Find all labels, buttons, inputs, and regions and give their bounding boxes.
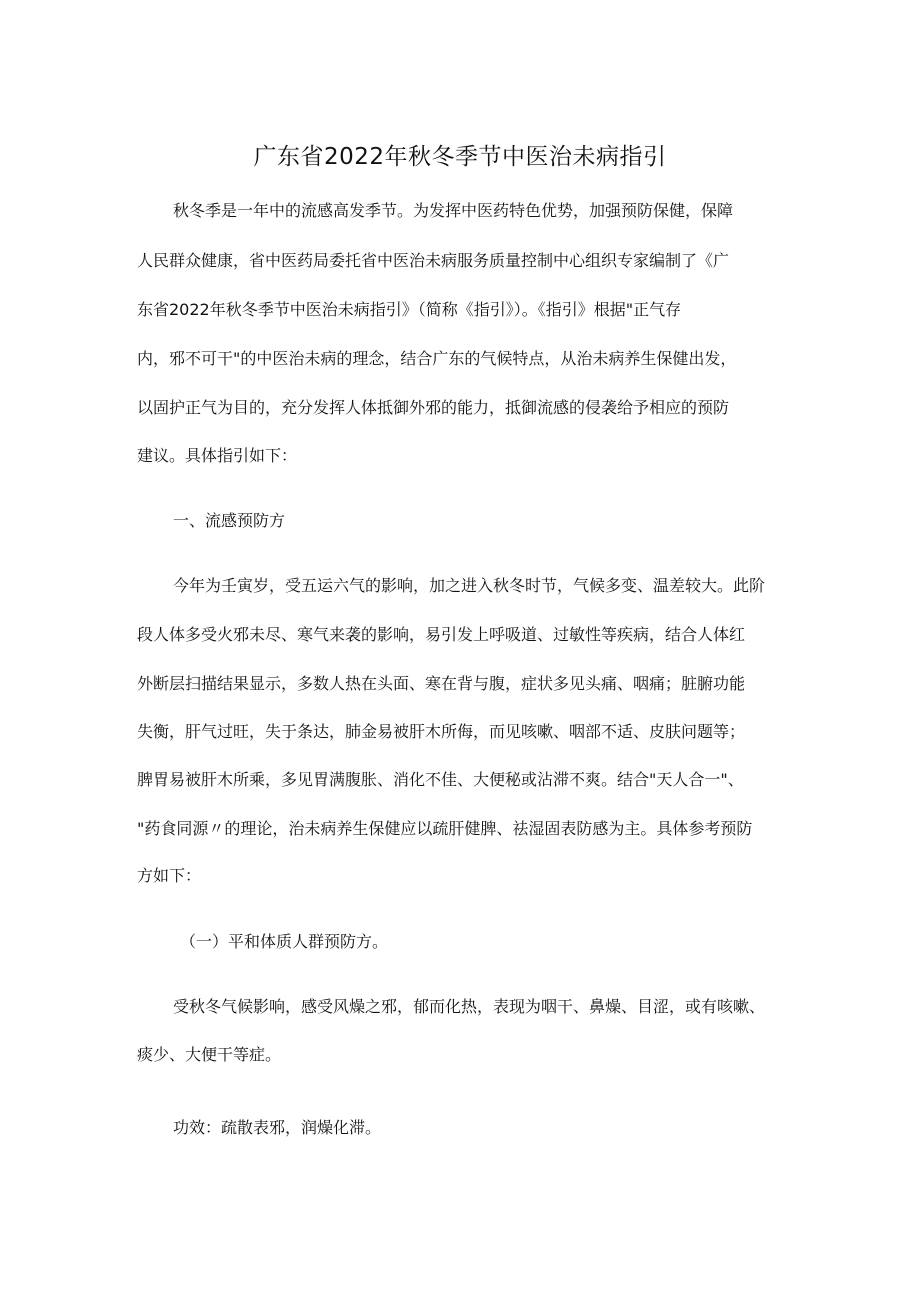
- efficacy-line: 功效：疏散表邪，润燥化滞。: [173, 1118, 382, 1137]
- section1-line-4: 失衡，肝气过旺，失于条达，肺金易被肝木所侮，而见咳嗽、咽部不适、皮肤问题等；: [137, 722, 746, 741]
- subsection-heading-balanced-constitution: （一）平和体质人群预防方。: [180, 932, 389, 951]
- document-title: 广东省2022年秋冬季节中医治未病指引: [253, 144, 667, 170]
- section-heading-flu-prevention: 一、流感预防方: [173, 511, 286, 530]
- subsection1-line-1: 受秋冬气候影响，感受风燥之邪，郁而化热，表现为咽干、鼻燥、目涩，或有咳嗽、: [173, 997, 766, 1016]
- section1-line-2: 段人体多受火邪未尽、寒气来袭的影响，易引发上呼吸道、过敏性等疾病，结合人体红: [137, 625, 746, 644]
- intro-line-2: 人民群众健康，省中医药局委托省中医治未病服务质量控制中心组织专家编制了《广: [137, 251, 730, 270]
- section1-line-6: "药食同源〃的理论，治未病养生保健应以疏肝健脾、祛湿固表防感为主。具体参考预防: [137, 819, 753, 838]
- section1-line-3: 外断层扫描结果显示，多数人热在头面、寒在背与腹，症状多见头痛、咽痛；脏腑功能: [137, 674, 746, 693]
- section1-line-5: 脾胃易被肝木所乘，多见胃满腹胀、消化不佳、大便秘或沾滞不爽。结合"天人合一"、: [137, 770, 744, 789]
- intro-line-6: 建议。具体指引如下：: [137, 446, 298, 465]
- intro-line-3: 东省2022年秋冬季节中医治未病指引》（简称《指引》）。《指引》根据"正气存: [137, 300, 682, 319]
- section1-line-1: 今年为壬寅岁，受五运六气的影响，加之进入秋冬时节，气候多变、温差较大。此阶: [173, 576, 766, 595]
- subsection1-line-2: 痰少、大便干等症。: [137, 1045, 282, 1064]
- section1-line-7: 方如下：: [137, 866, 202, 885]
- intro-line-4: 内，邪不可干"的中医治未病的理念，结合广东的气候特点，从治未病养生保健出发，: [137, 349, 737, 368]
- intro-line-1: 秋冬季是一年中的流感高发季节。为发挥中医药特色优势，加强预防保健，保障: [173, 201, 734, 220]
- intro-line-5: 以固护正气为目的，充分发挥人体抵御外邪的能力，抵御流感的侵袭给予相应的预防: [137, 398, 730, 417]
